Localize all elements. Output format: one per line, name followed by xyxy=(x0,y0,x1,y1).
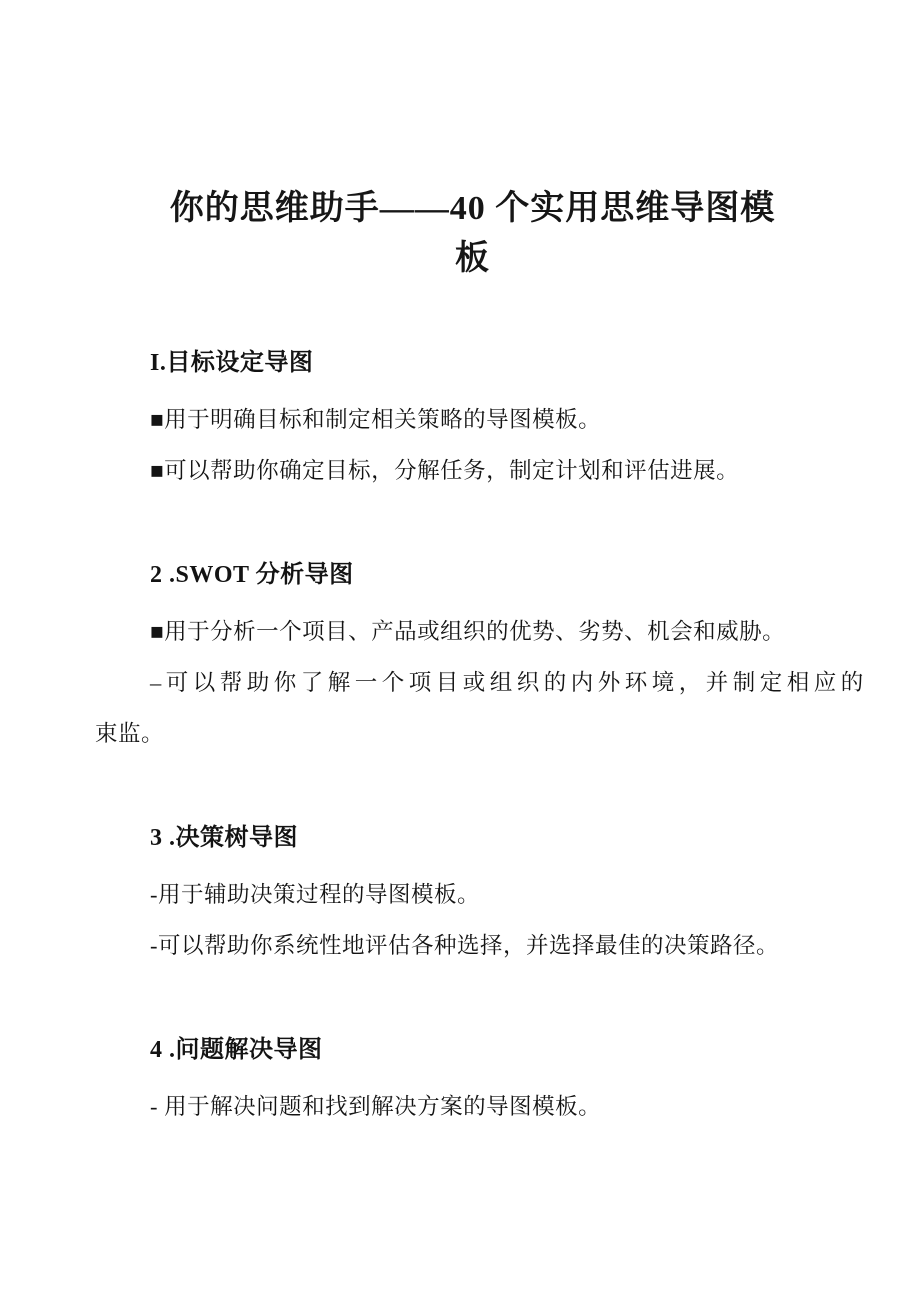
section-problem-solving xyxy=(95,1033,890,1132)
section-2-bullet-1: ■用于分析一个项目、产品或组织的优势、劣势、机会和威胁。 xyxy=(150,619,786,644)
section-1-heading: I.目标设定导图 xyxy=(150,350,314,376)
section-3-bullet-1: -用于辅助决策过程的导图模板。 xyxy=(150,882,480,907)
section-1-bullet-1: ■用于明确目标和制定相关策略的导图模板。 xyxy=(150,407,602,432)
section-2-heading: 2 .SWOT 分析导图 xyxy=(150,562,354,588)
section-3-heading: 3 .决策树导图 xyxy=(150,825,298,851)
section-1-bullet-2: ■可以帮助你确定目标，分解任务，制定计划和评估进展。 xyxy=(150,458,740,483)
section-3-bullet-2: -可以帮助你系统性地评估各种选择，并选择最佳的决策路径。 xyxy=(150,933,779,958)
section-decision-tree xyxy=(95,821,890,971)
document-title-line-1: 你的思维助手——40 个实用思维导图模 xyxy=(169,190,776,227)
section-4-bullet-1: - 用于解决问题和找到解决方案的导图模板。 xyxy=(150,1094,602,1119)
document-title xyxy=(95,184,850,284)
section-2-bullet-2-line-1: –可以帮助你了解一个项目或组织的内外环境，并制定相应的 xyxy=(150,670,868,695)
section-swot-analysis xyxy=(95,558,890,759)
section-2-bullet-2-line-2: 束监。 xyxy=(95,721,165,746)
document-title-line-2: 板 xyxy=(455,240,490,277)
section-4-heading: 4 .问题解决导图 xyxy=(150,1037,323,1063)
section-goal-setting xyxy=(95,346,890,496)
